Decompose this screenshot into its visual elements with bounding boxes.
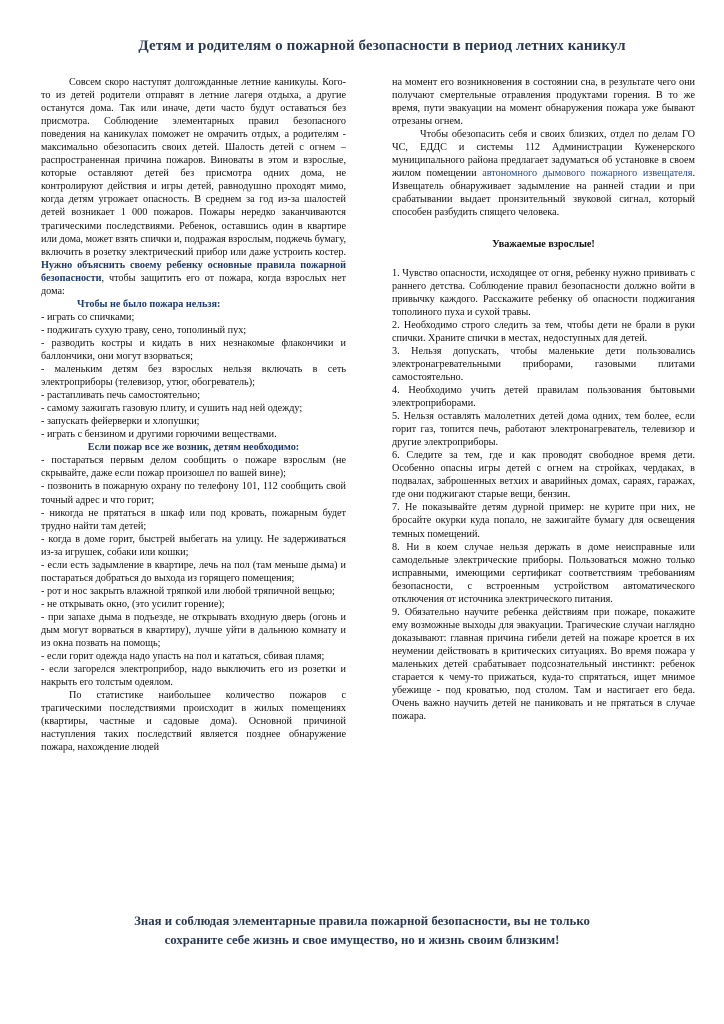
- intro-tail: , чтобы защитить его от пожара, когда взрослых нет дома:: [41, 272, 346, 297]
- adults-heading: Уважаемые взрослые!: [492, 238, 595, 250]
- closing-line-2: сохраните себе жизнь и свое имущество, но и жизнь своим близким!: [164, 933, 560, 947]
- list-item: - при запахе дыма в подъезде, не открывать входную дверь (огонь и дым могут ворваться в квартиру), лучше уйти в дальнюю комнату и из окна позвать на помощь;: [41, 611, 346, 650]
- forbidden-list: [41, 311, 346, 441]
- list-item: - растапливать печь самостоятельно;: [41, 390, 201, 402]
- list-item: - если загорелся электроприбор, надо выключить его из розетки и накрыть его толстым одеялом.: [41, 664, 346, 689]
- list-item: - никогда не прятаться в шкаф или под кровать, пожарным будет трудно найти там детей;: [41, 507, 346, 532]
- intro-paragraph: [41, 76, 346, 298]
- detector-text: Чтобы обезопасить себя и своих близких, отдел по делам ГО ЧС, ЕДДС и системы 112 Администрации Куженерского муниципального района предлагает задуматься об установке в своем жилом помещении: [392, 129, 695, 180]
- detector-link[interactable]: автономного дымового пожарного извещателя: [482, 168, 693, 180]
- intro-text: Совсем скоро наступят долгожданные летние каникулы. Кого-то из детей родители отправят в летние лагеря отдыха, а другие останутся дома. Так или иначе, дети часто будут оставаться без присмотра. Соблюдение элементарных правил безопасного поведения на каникулах поможет не омрачить отдых, а родителям - максимально обезопасить своих детей. Шалость детей с огнем – распространенная причина пожаров. Виноваты в этом и взрослые, которые оставляют детей без присмотра одних дома, не контролируют действия и игры детей, равнодушно проходят мимо, когда детям угрожает опасность. В среднем за год из-за шалостей детей возникает 1 000 пожаров. Пожары нередко заканчиваются трагическими последствиями. Ребенок, оставшись один в квартире или дома, может взять спички и, подражая взрослым, поджечь бумагу, включить в розетку электрический прибор или даже устроить костер.: [41, 77, 346, 258]
- list-item: 2. Необходимо строго следить за тем, чтобы дети не брали в руки спички. Храните спички в местах, недоступных для детей.: [392, 319, 695, 344]
- list-item: 4. Необходимо учить детей правилам пользования бытовыми электроприборами.: [392, 384, 695, 410]
- list-item: - не открывать окно, (это усилит горение);: [41, 598, 225, 610]
- list-item: 1. Чувство опасности, исходящее от огня, ребенку нужно прививать с раннего детства. Соблюдение правил безопасности должно войти в привычку каждого. Расскажите ребенку об опасности поджигания тополиного пуха и сухой травы.: [392, 267, 695, 318]
- list-item: - когда в доме горит, быстрей выбегать на улицу. Не задерживаться из-за игрушек, собаки или кошки;: [41, 533, 346, 558]
- list-item: - если есть задымление в квартире, лечь на пол (там меньше дыма) и постараться добраться до выхода из горящего помещения;: [41, 559, 346, 584]
- list-item: - поджигать сухую траву, сено, тополиный пух;: [41, 324, 247, 336]
- right-column: [392, 76, 695, 866]
- list-item: - запускать фейерверки и хлопушки;: [41, 416, 200, 428]
- stats-paragraph: По статистике наибольшее количество пожаров с трагическими последствиями происходит в жилых помещениях (квартиры, частные и садовые дома). Основной причиной наступления таких последствий является позднее обнаружение пожара, нахождение людей: [41, 690, 346, 754]
- list-item: - разводить костры и кидать в них незнакомые флакончики и баллончики, они могут взорваться;: [41, 337, 346, 362]
- detector-paragraph: [392, 128, 695, 219]
- list-item: 7. Не показывайте детям дурной пример: не курите при них, не бросайте окурки куда попало, не зажигайте бумагу для освещения темных помещений.: [392, 502, 695, 540]
- closing-line-1: Зная и соблюдая элементарные правила пожарной безопасности, вы не только: [134, 914, 590, 928]
- list-item: - играть с бензином и другими горючими веществами.: [41, 429, 277, 441]
- detector-tail: . Извещатель обнаруживает задымление на ранней стадии и при срабатывании выдает пронзительный звуковой сигнал, который способен разбудить спящего человека.: [392, 168, 695, 219]
- list-item: 3. Нельзя допускать, чтобы маленькие дети пользовались электронагревательными приборами, газовыми плитами самостоятельно.: [392, 345, 695, 383]
- list-item: - постараться первым делом сообщить о пожаре взрослым (не скрывайте, даже если пожар произошел по вашей вине);: [41, 455, 346, 480]
- list-item: - играть со спичками;: [41, 311, 135, 323]
- adult-advice-list: [392, 267, 695, 724]
- list-item: 6. Следите за тем, где и как проводят свободное время дети. Особенно опасны игры детей с огнем на стройках, чердаках, в подвалах, заброшенных ветхих и аварийных домах, сараях, гаражах, где они поджигают старые вещи, бензин.: [392, 450, 695, 501]
- list-item: - самому зажигать газовую плиту, и сушить над ней одежду;: [41, 403, 303, 415]
- continuation-paragraph: на момент его возникновения в состоянии сна, в результате чего они получают смертельные отравления продуктами горения. В то же время, пути эвакуации на момент обнаружения пожара уже бывают отрезаны огнем.: [392, 77, 695, 128]
- list-item: 8. Ни в коем случае нельзя держать в доме неисправные или самодельные электрические приборы. Пользоваться можно только исправными, имеющими сертификат соответствиям требованиям безопасности, с встроенным устройством автоматического отключения от источника электрического питания.: [392, 541, 695, 605]
- list-item: 9. Обязательно научите ребенка действиям при пожаре, покажите ему возможные выходы для эвакуации. Трагические случаи наглядно доказывают: главная причина гибели детей на пожаре кроется в их неумении действовать в критических ситуациях. Во время пожара у маленьких детей срабатывает подсознательный инстинкт: ребенок старается к чему-то прижаться, куда-то спрятаться, ищет мнимое убежище - под кроватью, под столом. Там и настигает его беда. Очень важно научить детей не паниковать и не прятаться в случае пожара.: [392, 606, 695, 723]
- list-item: - рот и нос закрыть влажной тряпкой или любой тряпичной вещью;: [41, 585, 335, 597]
- list-item: - если горит одежда надо упасть на пол и кататься, сбивая пламя;: [41, 651, 325, 663]
- forbidden-heading: Чтобы не было пожара нельзя:: [77, 298, 221, 310]
- fire-list: [41, 454, 346, 689]
- list-item: - позвонить в пожарную охрану по телефону 101, 112 сообщить свой точный адрес и что горит;: [41, 481, 346, 506]
- closing-message: [0, 912, 724, 950]
- intro-emphasis: Нужно объяснить своему ребенку основные правила пожарной безопасности: [41, 259, 346, 284]
- list-item: 5. Нельзя оставлять малолетних детей дома одних, тем более, если горит газ, топится печь, работают электронагреватель, телевизор и другие электроприборы.: [392, 411, 695, 449]
- list-item: - маленьким детям без взрослых нельзя включать в сеть электроприборы (телевизор, утюг, обогреватель);: [41, 364, 346, 389]
- left-column: [41, 76, 346, 896]
- fire-heading: Если пожар все же возник, детям необходимо:: [87, 442, 300, 454]
- page-title: Детям и родителям о пожарной безопасности в период летних каникул: [138, 38, 626, 54]
